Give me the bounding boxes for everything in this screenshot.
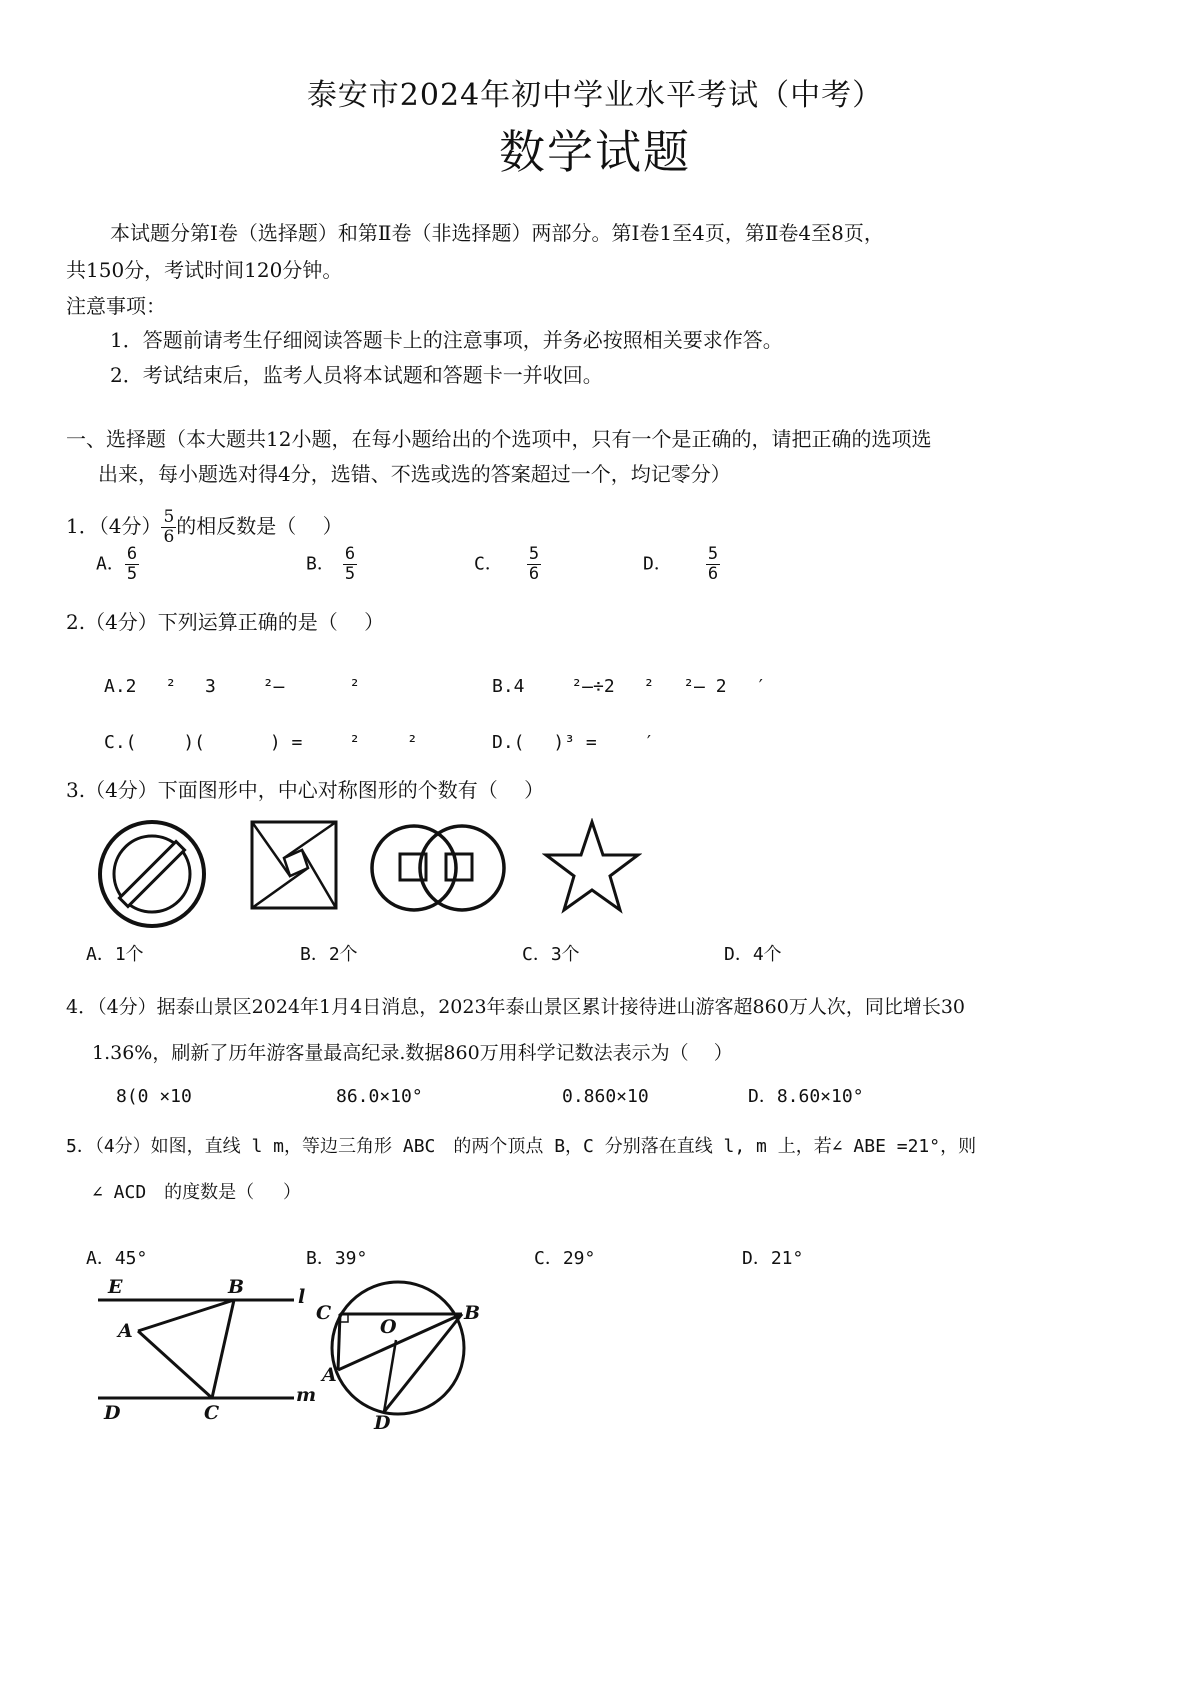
figure-square-pinwheel [250, 820, 338, 910]
figure-five-point-star [542, 818, 642, 914]
question-5-option-b: B．39° [306, 1248, 368, 1269]
question-5-option-c: C．29° [534, 1248, 596, 1269]
fraction-numerator: 6 [344, 544, 356, 564]
point-label-b: B [464, 1302, 481, 1324]
intro-line-1: 本试题分第Ⅰ卷（选择题）和第Ⅱ卷（非选择题）两部分。第Ⅰ卷1至4页，第Ⅱ卷4至8页， [110, 221, 884, 245]
figure-parallel-lines-triangle [96, 1276, 316, 1426]
question-3-option-b: B．2个 [300, 944, 358, 965]
question-5-option-d: D．21° [742, 1248, 804, 1269]
question-2-option-d: D.( )³ = ′ [492, 732, 655, 753]
exam-title: 泰安市2024年初中学业水平考试（中考） [306, 78, 884, 113]
option-fraction [125, 545, 139, 584]
point-label-e: E [108, 1276, 123, 1298]
question-4-option-b: 86.0×10° [336, 1086, 423, 1107]
option-fraction [706, 545, 720, 584]
fraction-denominator: 6 [528, 564, 540, 584]
line-label-l: l [298, 1286, 306, 1308]
option-label: A． [96, 553, 125, 575]
fraction-numerator: 6 [126, 544, 138, 564]
question-1-option-d [643, 545, 720, 584]
fraction-numerator: 5 [163, 507, 175, 527]
notes-heading: 注意事项： [66, 294, 166, 318]
figure-circle-inscribed [312, 1274, 482, 1434]
question-4-option-a: 8(0 ×10 [116, 1086, 192, 1107]
question-1-stem [66, 508, 343, 547]
question-2-option-a: A.2 ² 3 ²̶ ² [104, 676, 361, 697]
question-3-option-d: D．4个 [724, 944, 782, 965]
question-5-option-a: A．45° [86, 1248, 148, 1269]
section-1-heading-cont: 出来，每小题选对得4分，选错、不选或选的答案超过一个，均记零分） [98, 462, 731, 486]
point-label-c: C [316, 1302, 332, 1324]
fraction-numerator: 5 [707, 544, 719, 564]
question-4-stem-cont: 1.36%，刷新了历年游客量最高纪录.数据860万用科学记数法表示为（ ） [92, 1042, 733, 1064]
option-label: D． [643, 553, 672, 575]
question-1-option-b [306, 545, 357, 584]
point-label-c: C [204, 1402, 220, 1424]
option-fraction [527, 545, 541, 584]
line-label-m: m [296, 1384, 317, 1406]
option-label: C． [474, 553, 503, 575]
question-3-stem: 3.（4分）下面图形中，中心对称图形的个数有（ ） [66, 778, 545, 802]
fraction-numerator: 5 [528, 544, 540, 564]
fraction-denominator: 5 [344, 564, 356, 584]
point-label-o: O [380, 1316, 397, 1338]
question-1-fraction [161, 508, 176, 547]
fraction-denominator: 5 [126, 564, 138, 584]
intro-line-2: 共150分，考试时间120分钟。 [66, 258, 343, 282]
question-2-option-c: C.( )( ) = ² ² [104, 732, 418, 753]
note-2: 2．考试结束后，监考人员将本试题和答题卡一并收回。 [110, 363, 603, 387]
question-1-suffix: 的相反数是（ ） [176, 514, 343, 538]
question-3-option-c: C．3个 [522, 944, 580, 965]
fraction-denominator: 6 [707, 564, 719, 584]
point-label-a: A [322, 1364, 337, 1386]
section-1-heading: 一、选择题（本大题共12小题，在每小题给出的个选项中，只有一个是正确的，请把正确的选项选 [66, 427, 932, 451]
point-label-b: B [228, 1276, 245, 1298]
question-4-stem: 4．（4分）据泰山景区2024年1月4日消息，2023年泰山景区累计接待进山游客超860万人次，同比增长30 [66, 996, 966, 1018]
question-2-option-b: B.4 ²̶÷2 ² ²̶ 2 ′ [492, 676, 767, 697]
option-fraction [343, 545, 357, 584]
question-4-option-d: D．8.60×10° [748, 1086, 864, 1107]
option-label: B． [306, 553, 335, 575]
question-1-option-c [474, 545, 541, 584]
question-5-stem-cont: ∠ ACD 的度数是（ ） [92, 1182, 302, 1203]
note-1: 1．答题前请考生仔细阅读答题卡上的注意事项，并务必按照相关要求作答。 [110, 328, 783, 352]
question-3-option-a: A．1个 [86, 944, 144, 965]
point-label-a: A [118, 1320, 133, 1342]
figure-no-entry-sign [96, 818, 208, 930]
point-label-d: D [104, 1402, 121, 1424]
question-4-option-c: 0.860×10 [562, 1086, 649, 1107]
question-1-prefix: 1．（4分） [66, 514, 162, 538]
fraction-denominator: 6 [163, 527, 175, 547]
exam-subject-title: 数学试题 [499, 125, 691, 179]
question-2-stem: 2.（4分）下列运算正确的是（ ） [66, 610, 385, 634]
figure-two-coins [370, 818, 506, 918]
question-1-option-a [96, 545, 139, 584]
point-label-d: D [374, 1412, 391, 1434]
question-5-stem: 5．（4分）如图，直线 l m，等边三角形 ABC 的两个顶点 B，C 分别落在直线 l, m 上，若∠ ABE =21°，则 [66, 1136, 977, 1157]
